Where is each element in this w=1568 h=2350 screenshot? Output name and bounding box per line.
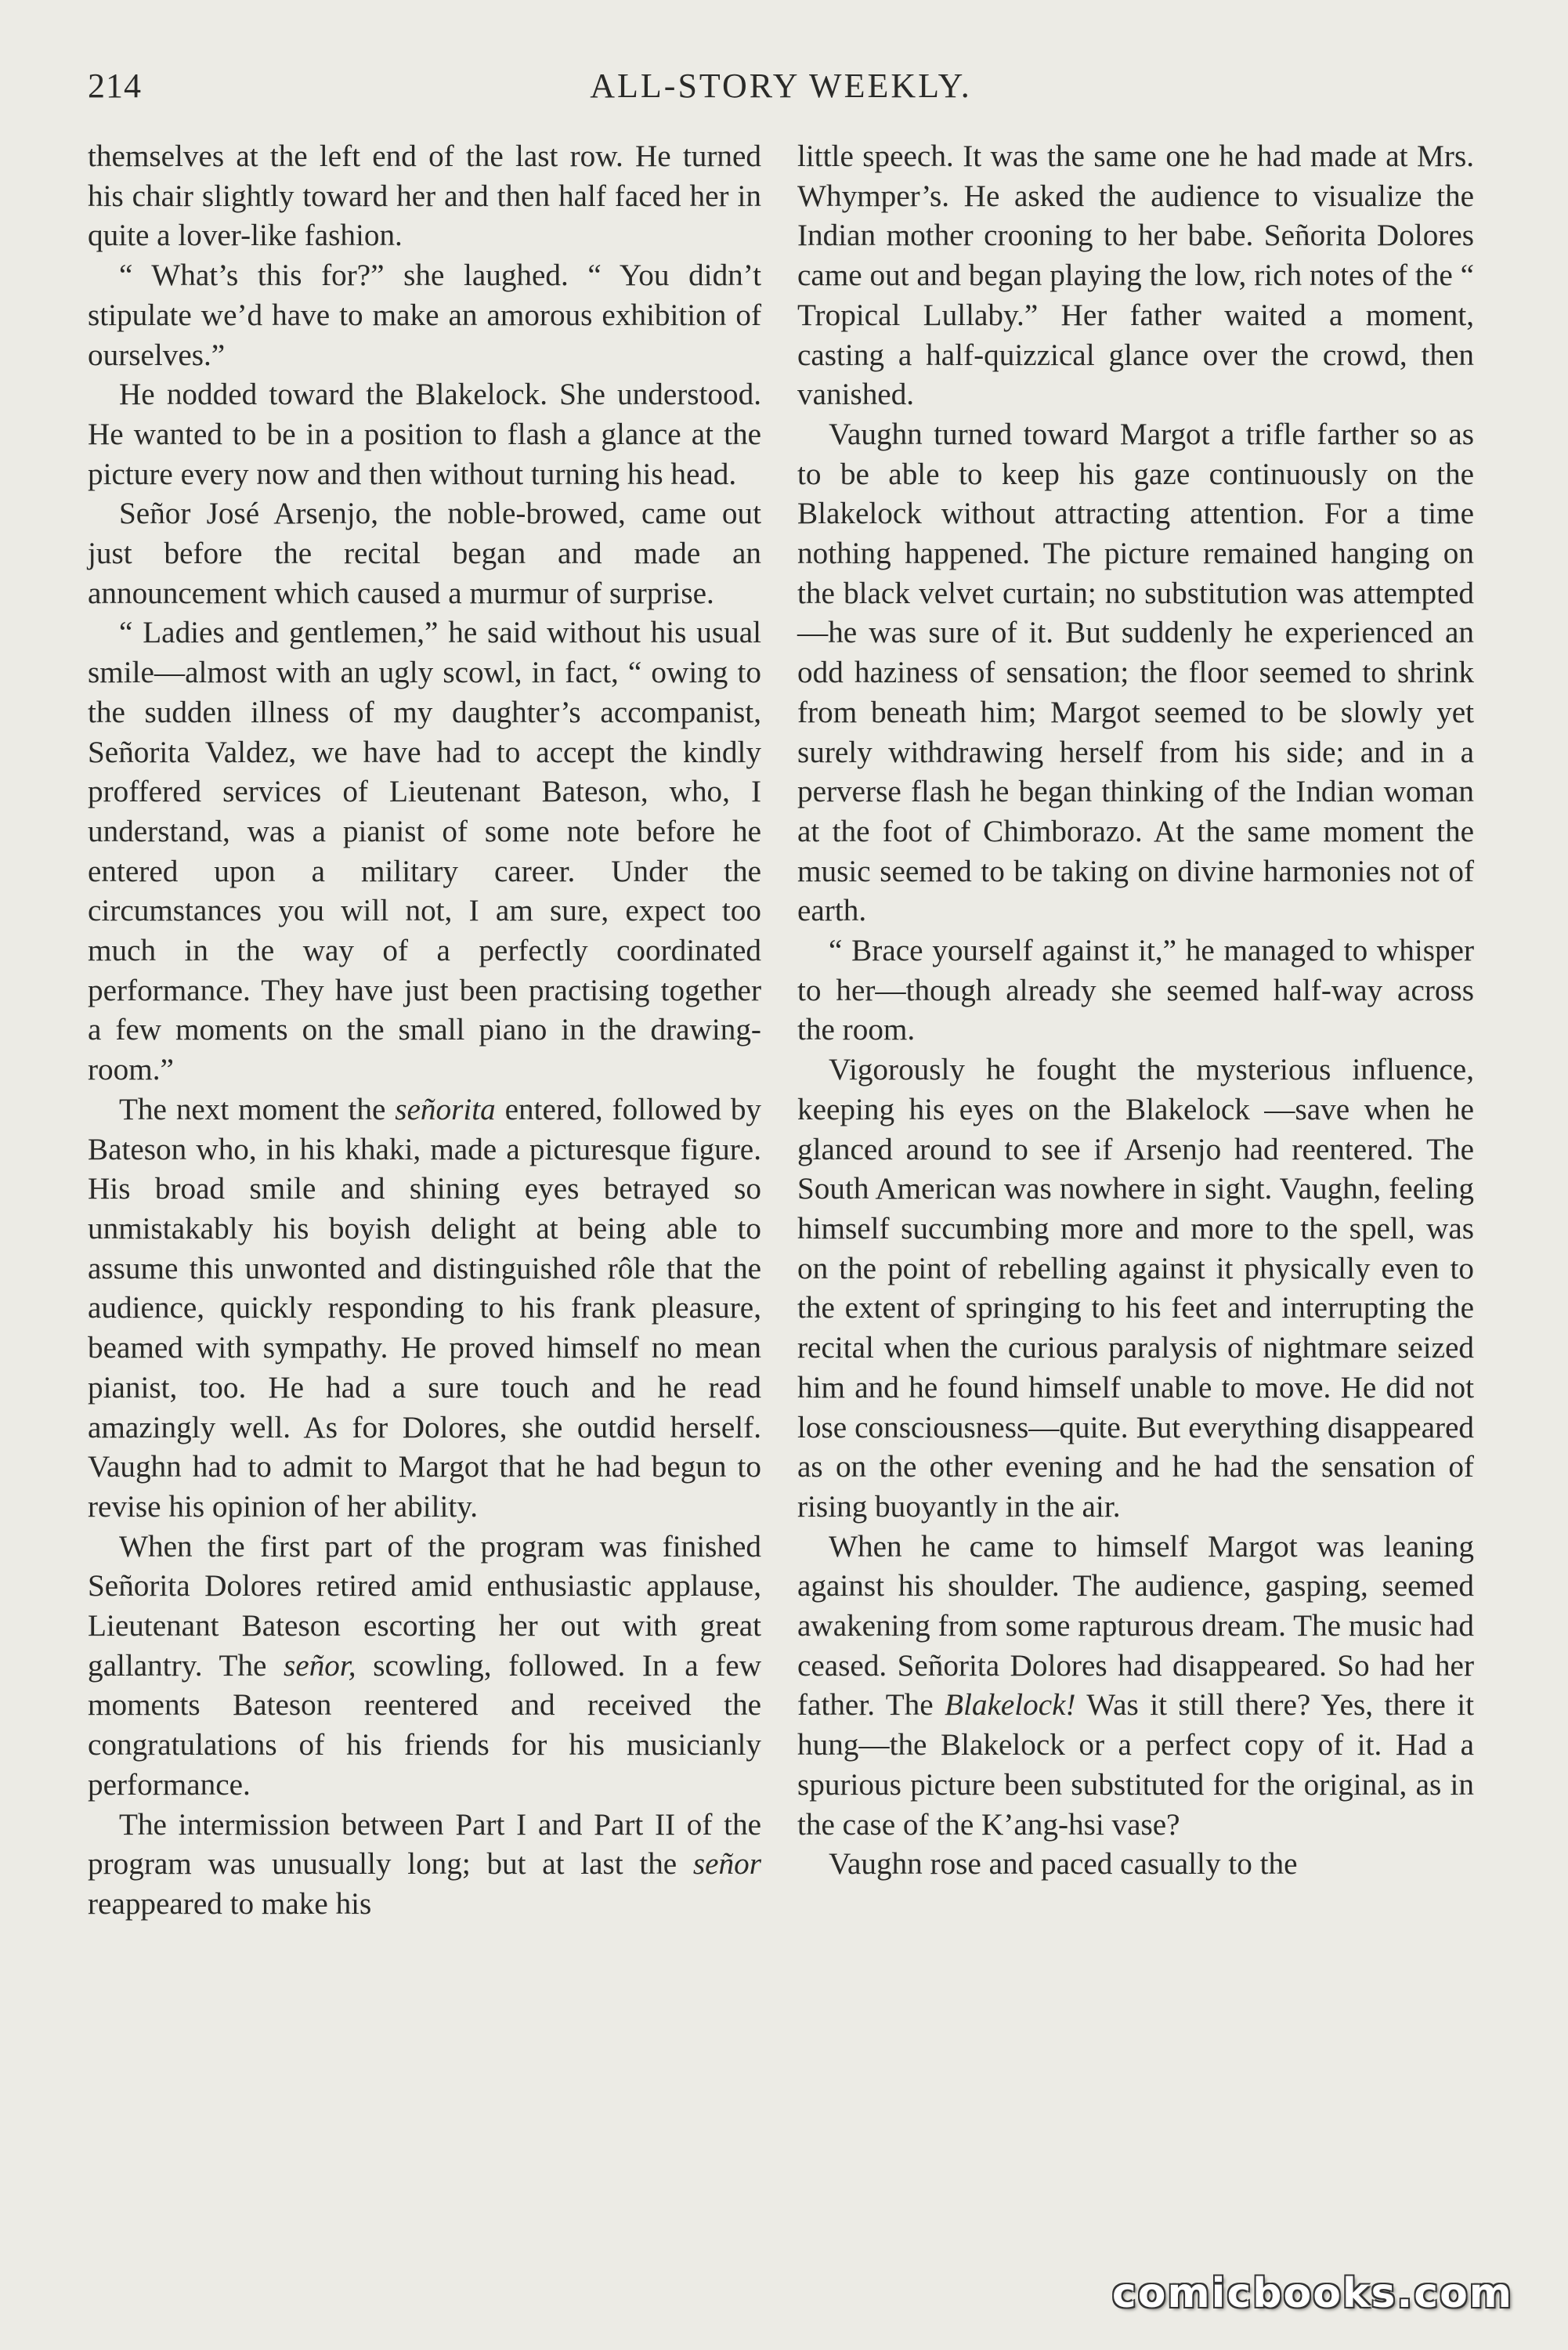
left-column xyxy=(88,137,761,1925)
watermark-logo: comicbooks.com xyxy=(1111,2270,1513,2317)
paragraph: Señor José Arsenjo, the noble-browed, came out just before the recital began and made an announcement which caused a murmur of surprise. xyxy=(88,497,761,610)
paragraph: Vaughn turned toward Margot a trifle farther so as to be able to keep his gaze continuously on the Blakelock without attracting attention. For a time nothing happened. The picture remained hanging on the black velvet curtain; no substitution was attempted—he was sure of it. But suddenly he experienced an odd haziness of sensation; the floor seemed to shrink from beneath him; Margot seemed to be slowly yet surely withdrawing herself from his side; and in a perverse flash he began thinking of the Indian woman at the foot of Chimborazo. At the same moment the music seemed to be taking on divine harmonies not of earth. xyxy=(797,417,1474,928)
paragraph: little speech. It was the same one he had made at Mrs. Whymper’s. He asked the audience to visualize the Indian mother crooning to her babe. Señorita Dolores came out and began playing the low, rich notes of the “ Tropical Lullaby.” Her father waited a moment, casting a half-quizzical glance over the crowd, then vanished. xyxy=(797,139,1474,412)
paragraph: He nodded toward the Blakelock. She understood. He wanted to be in a position to flash a glance at the picture every now and then without turning his head. xyxy=(88,378,761,491)
running-head: ALL-STORY WEEKLY. xyxy=(590,67,972,105)
paragraph: When the first part of the program was finished Señorita Dolores retired amid enthusiastic applause, Lieutenant Bateson escorting her out with great gallantry. The señor, scowling, followed. In a few moments Bateson reentered and received the congratulations of his friends for his musicianly performance. xyxy=(88,1529,761,1802)
paragraph: “ Ladies and gentlemen,” he said without his usual smile—almost with an ugly scowl, in fact, “ owing to the sudden illness of my daughter’s accompanist, Señorita Valdez, we have had to accept the kindly proffered services of Lieutenant Bateson, who, I understand, was a pianist of some note before he entered upon a military career. Under the circumstances you will not, I am sure, expect too much in the way of a perfectly coordinated performance. They have just been practising together a few moments on the small piano in the drawing-room.” xyxy=(88,616,761,1087)
paragraph: “ Brace yourself against it,” he managed to whisper to her—though already she seemed half-way across the room. xyxy=(797,934,1474,1047)
page-header xyxy=(88,66,1474,113)
paragraph: Vigorously he fought the mysterious influence, keeping his eyes on the Blakelock —save when he glanced around to see if Arsenjo had reentered. The South American was nowhere in sight. Vaughn, feeling himself succumbing more and more to the spell, was on the point of rebelling against it physically even to the extent of springing to his feet and interrupting the recital when the curious paralysis of nightmare seized him and he found himself unable to move. He did not lose consciousness—quite. But everything disappeared as on the other evening and he had the sensation of rising buoyantly in the air. xyxy=(797,1053,1474,1524)
paragraph: “ What’s this for?” she laughed. “ You didn’t stipulate we’d have to make an amorous exhibition of ourselves.” xyxy=(88,258,761,372)
paragraph: The intermission between Part I and Part II of the program was unusually long; but at last the señor reappeared to make his xyxy=(88,1807,761,1921)
paragraph: Vaughn rose and paced casually to the xyxy=(829,1847,1298,1882)
paragraph: The next moment the señorita entered, followed by Bateson who, in his khaki, made a picturesque figure. His broad smile and shining eyes betrayed so unmistakably his boyish delight at being able to assume this unwonted and distinguished rôle that the audience, quickly responding to his frank pleasure, beamed with sympathy. He proved himself no mean pianist, too. He had a sure touch and he read amazingly well. As for Dolores, she outdid herself. Vaughn had to admit to Margot that he had begun to revise his opinion of her ability. xyxy=(88,1092,762,1524)
paragraph: When he came to himself Margot was leaning against his shoulder. The audience, gasping, seemed awakening from some rapturous dream. The music had ceased. Señorita Dolores had disappeared. So had her father. The Blakelock! Was it still there? Yes, there it hung—the Blakelock or a perfect copy of it. Had a spurious picture been substituted for the original, as in the case of the K’ang-hsi vase? xyxy=(797,1529,1474,1842)
page-number: 214 xyxy=(88,67,142,105)
right-column xyxy=(797,137,1474,1885)
paragraph: themselves at the left end of the last row. He turned his chair slightly toward her and then half faced her in quite a lover-like fashion. xyxy=(88,139,761,253)
